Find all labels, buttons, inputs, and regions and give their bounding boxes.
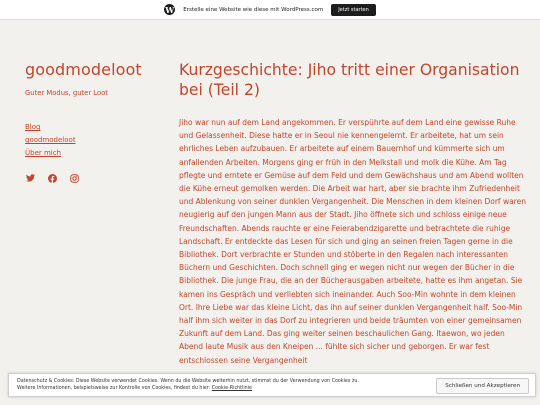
wordpress-logo-icon: W [165,4,175,15]
nav-item-blog[interactable]: Blog [25,123,41,131]
cookie-policy-link[interactable]: Cookie-Richtlinie [211,386,252,391]
social-links [25,173,165,183]
facebook-icon[interactable] [47,173,57,183]
cookie-notice-line2-text: Weitere Informationen, beispielsweise zur Kontrolle von Cookies, findest du hier: [17,386,212,391]
instagram-icon[interactable] [69,173,79,183]
cookie-notice [9,378,437,392]
post-content [179,60,529,367]
promo-text: Erstelle eine Website wie diese mit WordPress.com [183,6,324,13]
start-now-button[interactable]: Jetzt starten [331,4,376,16]
cookie-notice-line2 [17,385,437,392]
nav-item-goodmodeloot[interactable]: goodmodeloot [25,136,76,144]
post-title[interactable]: Kurzgeschichte: Jiho tritt einer Organisation bei (Teil 2) [179,61,520,99]
wordpress-promo-bar [0,0,540,20]
nav-item-about[interactable]: Über mich [25,149,62,157]
cookie-notice-line1: Datenschutz & Cookies: Diese Website verwendet Cookies. Wenn du die Website weiterhin nutzt, stimmst du der Verwendung von Cookies zu. [17,379,359,384]
sidebar [25,60,165,183]
main-nav [25,123,165,157]
site-title[interactable]: goodmodeloot [25,60,142,79]
cookie-banner [8,373,536,397]
site-tagline: Guter Modus, guter Loot [25,89,108,97]
close-and-accept-button[interactable]: Schließen und Akzeptieren [436,378,529,394]
twitter-icon[interactable] [25,173,35,183]
post-body: Jiho war nun auf dem Land angekommen. Er verspührte auf dem Land eine gewisse Ruhe und Gelassenheit. Diese hatte er in Seoul nie kennengelernt. Er arbeitete, hat um sein ehrliches Leben aufzubauen. Er arbeitete auf einem Bauernhof und kümmerte sich um anfallenden Arbeiten. Morgens ging er früh in den Melkstall und molk die Kühe. Am Tag pflegte und erntete er Gemüse auf dem Feld und dem Gewächshaus und am Abend wollten die Kühe erneut gemolken werden. Die Arbeit war hart, aber sie brachte ihm Zufriedenheit und Ablenkung von seiner dunklen Vergangenheit. Die Menschen in dem kleinen Dorf waren neugierig auf den jungen Mann aus der Stadt. Jiho öffnete sich und schloss einige neue Freundschaften. Abends rauchte er eine Feierabendzigarette und betrachtete die ruhige Landschaft. Er entdeckte das Lesen für sich und ging an seinen freien Tagen gerne in die Bibliothek. Dort verbrachte er Stunden und stöberte in den Regalen nach interessanten Büchern und Geschichten. Doch schnell ging er wegen nicht nur wegen der Bücher in die Bibliothek. Die junge Frau, die an der Bücherausgaben arbeitete, hatte es ihm angetan. Sie kamen ins Gespräch und verliebten sich ineinander. Auch Soo-Min wohnte in dem kleinen Ort. Ihre Liebe war das kleine Licht, das ihn auf seiner dunklen Vergangenheit half. Soo-Min half ihm sich weiter in das Dorf zu integrieren und beide träumten von einer gemeinsamen Zukunft auf dem Land. Das ging weiter seinen beschaulichen Gang. Itaewon, wo jeden Abend laute Musik aus den Kneipen ... fühlte sich sicher und geborgen. Er war fest entschlossen seine Vergangenheit [179,118,526,365]
